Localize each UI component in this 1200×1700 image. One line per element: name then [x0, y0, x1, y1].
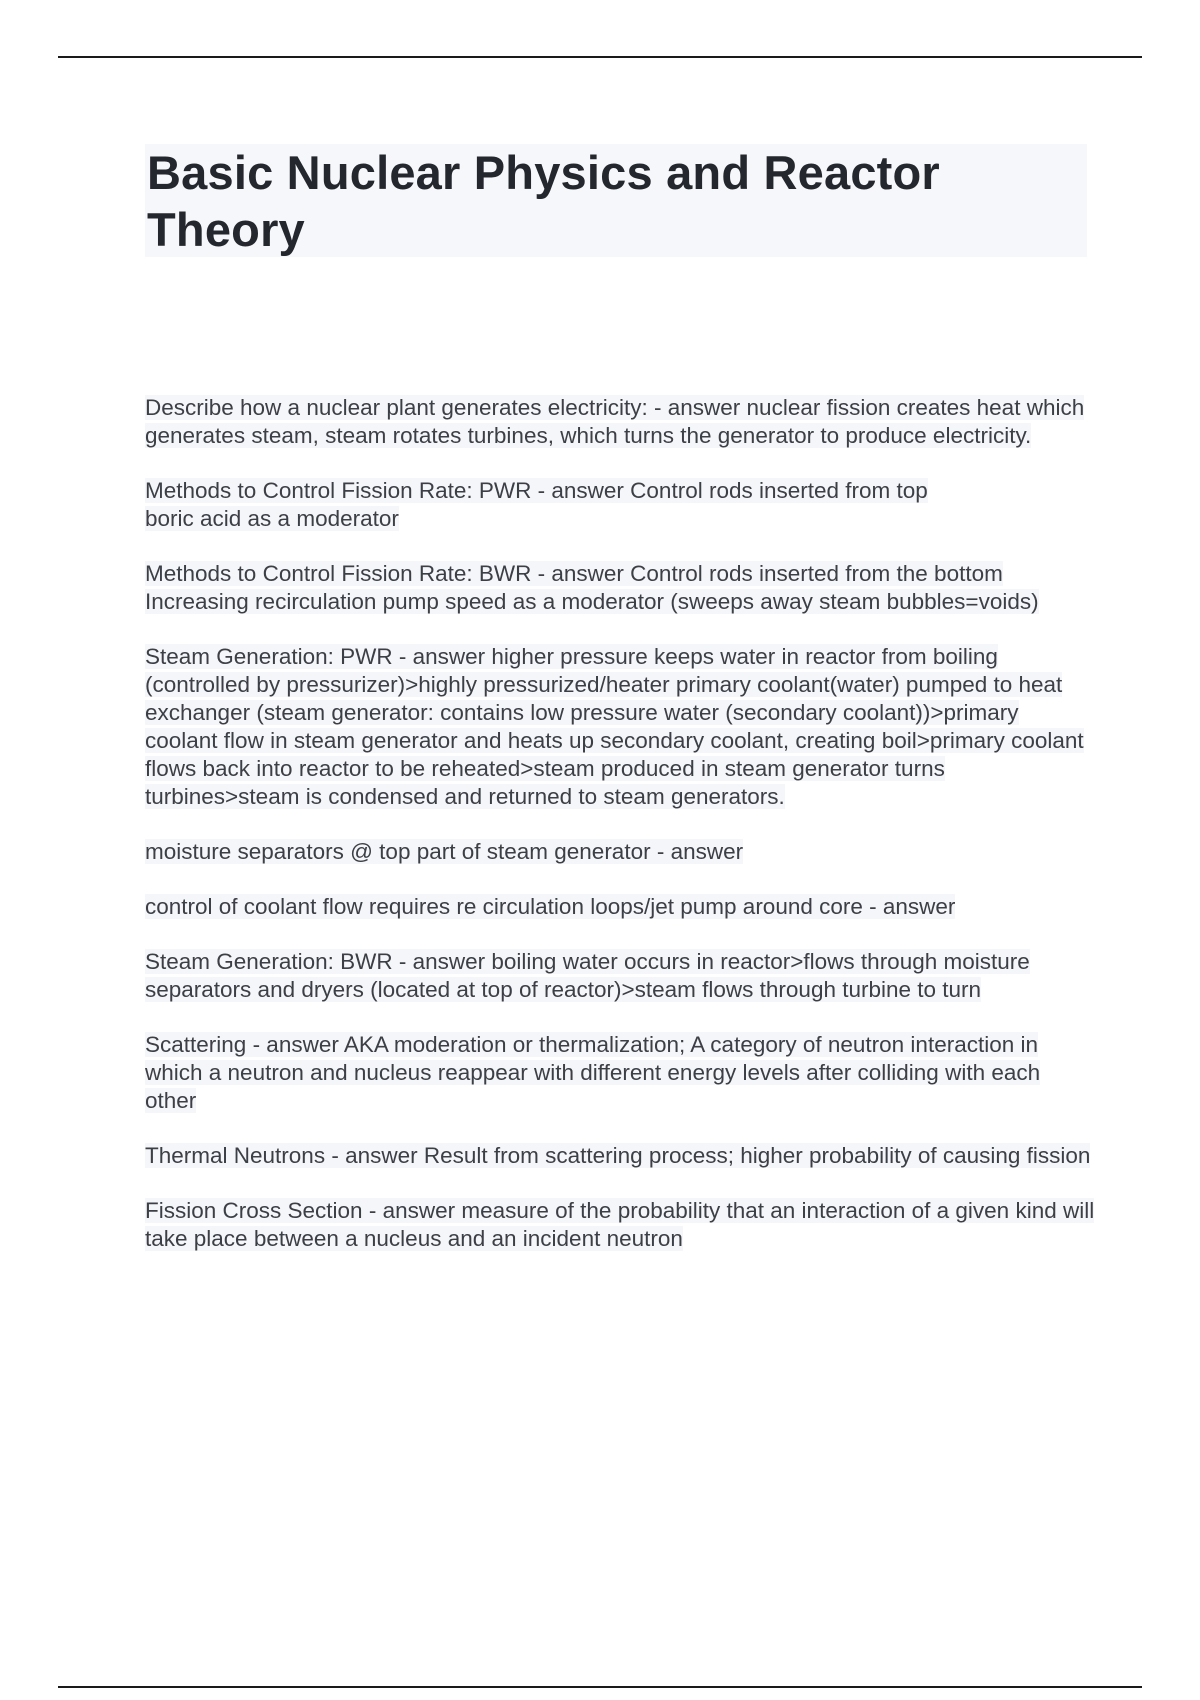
- qa-separator: - answer: [246, 1032, 344, 1057]
- qa-answer: Result from scattering process; higher probability of causing fission: [423, 1143, 1091, 1168]
- qa-item: [145, 893, 1095, 921]
- page-title: Basic Nuclear Physics and Reactor Theory: [147, 146, 940, 256]
- qa-question: Thermal Neutrons: [145, 1143, 326, 1168]
- qa-question: moisture separators @ top part of steam generator: [145, 839, 651, 864]
- qa-item: [145, 838, 1095, 866]
- qa-separator: - answer: [362, 1198, 462, 1223]
- qa-answer: boiling water occurs in reactor>flows through moisture separators and dryers (located at top of reactor)>steam flows through turbine to turn: [145, 949, 1030, 1002]
- qa-separator: - answer: [647, 395, 747, 420]
- qa-question: Steam Generation: PWR: [145, 644, 393, 669]
- qa-separator: - answer: [862, 894, 956, 919]
- qa-separator: - answer: [392, 644, 492, 669]
- qa-answer: higher pressure keeps water in reactor from boiling (controlled by pressurizer)>highly pressurized/heater primary coolant(water) pumped to heat exchanger (steam generator: contains low pressure water (secondary coolant))>primary coolant flow in steam generator and heats up secondary coolant, creating boil>primary coolant flows back into reactor to be reheated>steam produced in steam generator turns turbines>steam is condensed and returned to steam generators.: [145, 644, 1084, 809]
- qa-item: [145, 1031, 1095, 1115]
- qa-item: [145, 948, 1095, 1004]
- qa-separator: - answer: [392, 949, 492, 974]
- qa-question: Steam Generation: BWR: [145, 949, 393, 974]
- qa-item: [145, 394, 1095, 450]
- bottom-rule: [58, 1686, 1142, 1688]
- qa-list: [145, 394, 1095, 1280]
- qa-answer: nuclear fission creates heat which generates steam, steam rotates turbines, which turns the generator to produce electricity.: [145, 395, 1085, 448]
- qa-separator: - answer: [325, 1143, 424, 1168]
- qa-answer: AKA moderation or thermalization; A category of neutron interaction in which a neutron and nucleus reappear with different energy levels after colliding with each other: [145, 1032, 1041, 1113]
- top-rule: [58, 56, 1142, 58]
- qa-answer: measure of the probability that an interaction of a given kind will take place between a nucleus and an incident neutron: [145, 1198, 1095, 1251]
- qa-question: Methods to Control Fission Rate: BWR: [145, 561, 532, 586]
- qa-item: [145, 477, 1095, 533]
- qa-separator: - answer: [531, 478, 631, 503]
- qa-item: [145, 643, 1095, 811]
- qa-item: [145, 1142, 1095, 1170]
- qa-item: [145, 1197, 1095, 1253]
- qa-separator: - answer: [650, 839, 744, 864]
- qa-item: [145, 560, 1095, 616]
- qa-answer: Control rods inserted from top boric acid as a moderator: [145, 478, 928, 531]
- qa-answer: Control rods inserted from the bottom Increasing recirculation pump speed as a moderator (sweeps away steam bubbles=voids): [145, 561, 1039, 614]
- title-block: [145, 144, 1087, 257]
- qa-question: Fission Cross Section: [145, 1198, 363, 1223]
- qa-question: Describe how a nuclear plant generates electricity:: [145, 395, 648, 420]
- qa-question: Scattering: [145, 1032, 247, 1057]
- qa-question: Methods to Control Fission Rate: PWR: [145, 478, 532, 503]
- qa-separator: - answer: [531, 561, 631, 586]
- qa-question: control of coolant flow requires re circulation loops/jet pump around core: [145, 894, 863, 919]
